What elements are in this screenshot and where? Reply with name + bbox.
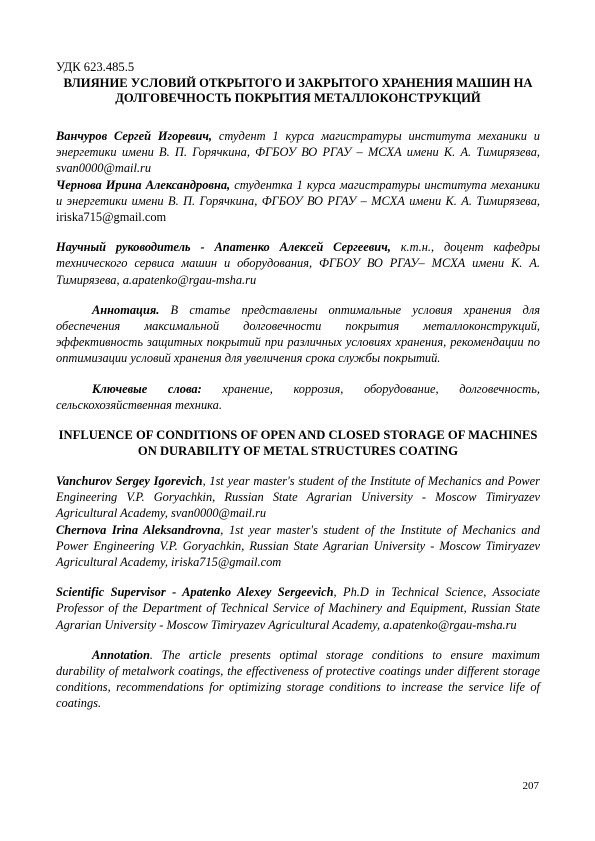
title-ru: ВЛИЯНИЕ УСЛОВИЙ ОТКРЫТОГО И ЗАКРЫТОГО ХРАНЕНИЯ МАШИН НА ДОЛГОВЕЧНОСТЬ ПОКРЫТИЯ МЕТАЛЛОКОНСТРУКЦИЙ — [63, 76, 533, 105]
supervisor-ru-desc: к.т.н., доцент кафедры технического сервиса машин и оборудования, ФГБОУ ВО РГАУ– МСХА имени К. А. Тимирязева, a.apatenko@rgau-msha.ru — [56, 240, 540, 287]
author-ru-1-name: Ванчуров Сергей Игоревич, — [56, 129, 213, 143]
author-ru-2-email: iriska715@gmail.com — [56, 210, 167, 225]
abstract-en-label: Annotation — [92, 647, 150, 662]
abstract-ru — [56, 302, 540, 367]
page-body — [56, 60, 540, 712]
author-ru-2-name: Чернова Ирина Александровна, — [56, 177, 231, 192]
abstract-ru-text: В статье представлены оптимальные условия хранения для обеспечения максимальной долговечности покрытия металлоконструкций, эффективность защитных покрытий при различных условиях хранения, рекомендации по оптимизации условий хранения для увеличения срока службы покрытий. — [56, 302, 540, 366]
author-ru-2-desc: студентка 1 курса магистратуры института механики и энергетики имени В. П. Горячкина, ФГБОУ ВО РГАУ – МСХА имени К. А. Тимирязева, — [56, 177, 541, 208]
author-en-1-desc: , 1st year master's student of the Institute of Mechanics and Power Engineering V.P. Goryachkin, Russian State Agrarian University - Moscow Timiryazev Agricultural Academy, svan0000@mail.ru — [56, 474, 540, 521]
author-en-2-desc: , 1st year master's student of the Institute of Mechanics and Power Engineering V.P. Goryachkin, Russian State Agrarian University - Moscow Timiryazev Agricultural Academy, iriska715@gmail.com — [56, 522, 540, 570]
supervisor-en-desc: , Ph.D in Technical Science, Associate Professor of the Department of Technical Service of Machinery and Equipment, Russian State Agrarian University - Moscow Timiryazev Agricultural Academy, a.apatenko@rgau-msha.ru — [56, 585, 540, 632]
author-en-2 — [56, 522, 540, 571]
author-en-1 — [56, 473, 540, 522]
author-en-1-name: Vanchurov Sergey Igorevich — [56, 474, 203, 489]
supervisor-en-name: Scientific Supervisor - Apatenko Alexey Sergeevich — [56, 585, 334, 600]
supervisor-ru-name: Научный руководитель - Апатенко Алексей Сергеевич, — [56, 240, 391, 255]
keywords-ru-label: Ключевые слова: — [92, 381, 202, 396]
abstract-en — [56, 647, 540, 712]
title-en: INFLUENCE OF CONDITIONS OF OPEN AND CLOSED STORAGE OF MACHINES ON DURABILITY OF METAL STRUCTURES COATING — [58, 428, 538, 459]
page-number: 207 — [522, 780, 539, 792]
author-en-2-name: Chernova Irina Aleksandrovna — [56, 522, 221, 537]
keywords-ru-text: хранение, коррозия, оборудование, долговечность, сельскохозяйственная техника. — [56, 381, 540, 412]
udk-code: УДК 623.485.5 — [56, 60, 135, 74]
supervisor-en — [56, 584, 540, 633]
author-ru-1-desc: студент 1 курса магистратуры института механики и энергетики имени В. П. Горячкина, ФГБОУ ВО РГАУ – МСХА имени К. А. Тимирязева, svan0000@mail.ru — [56, 129, 541, 176]
author-ru-2 — [56, 177, 540, 226]
keywords-ru — [56, 381, 540, 413]
abstract-ru-label: Аннотация. — [92, 302, 160, 317]
supervisor-ru — [56, 239, 540, 288]
abstract-en-text: . The article presents optimal storage conditions to ensure maximum durability of metalwork coatings, the effectiveness of protective coatings under different storage conditions, recommendations for optimizing storage conditions to increase the service life of coatings. — [56, 647, 540, 711]
author-ru-1 — [56, 128, 540, 177]
